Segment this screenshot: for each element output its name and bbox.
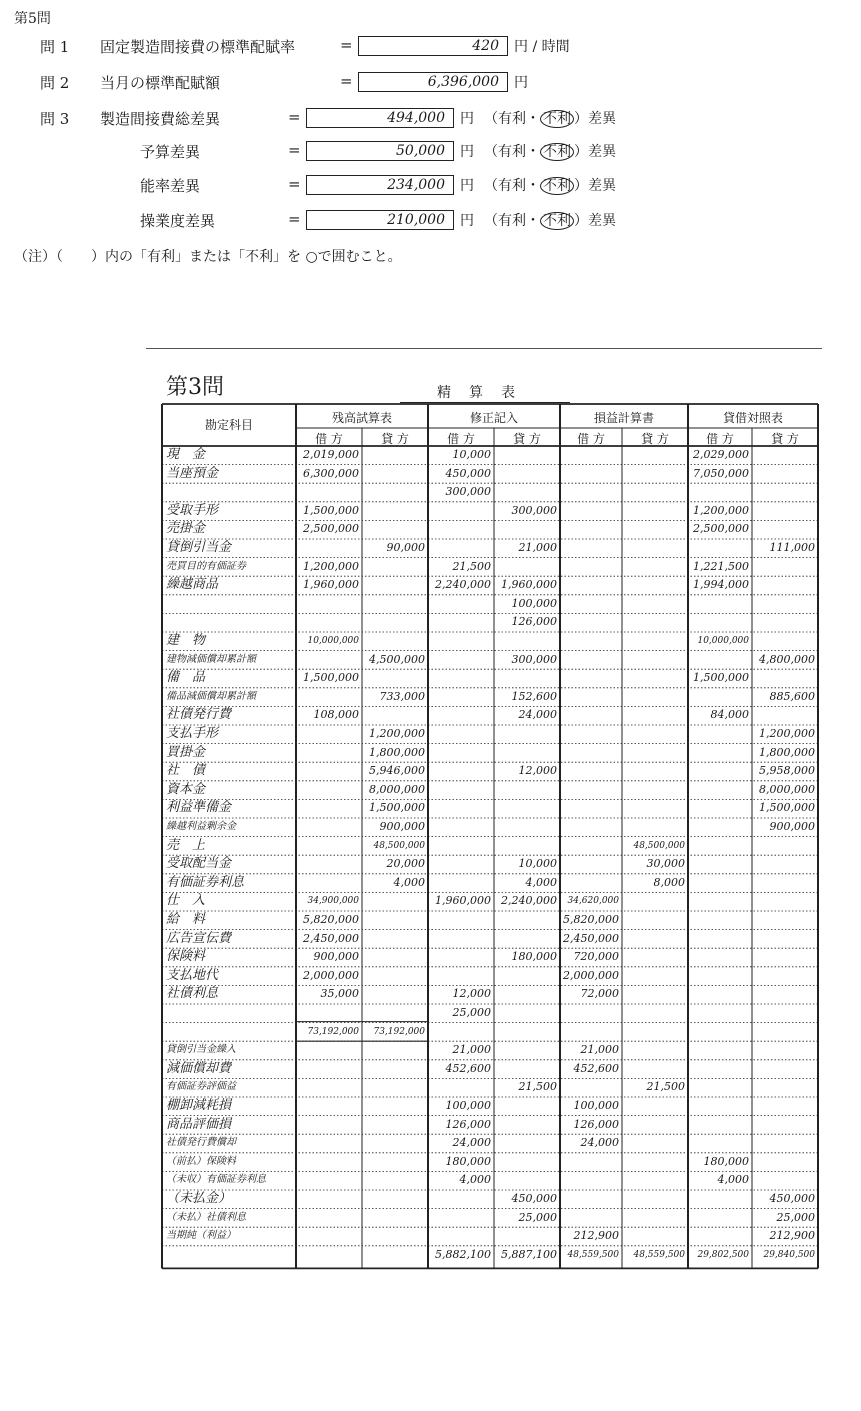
favorable-unfavorable-choice: （有利・ 不利 ）差異 — [484, 213, 616, 229]
amount-cell: 180,000 — [511, 950, 557, 964]
answer-box: 50,000 — [306, 141, 454, 161]
amount-cell: 100,000 — [511, 596, 557, 610]
account-name: 備 品 — [166, 670, 206, 686]
answer-row — [40, 210, 840, 232]
amount-cell: 450,000 — [511, 1192, 557, 1205]
amount-cell: 300,000 — [511, 503, 557, 517]
answer-box: 210,000 — [306, 210, 454, 230]
amount-cell: 21,500 — [518, 1080, 557, 1094]
section-divider — [146, 348, 822, 349]
amount-cell: 20,000 — [386, 857, 425, 871]
amount-cell: 180,000 — [445, 1154, 491, 1168]
account-name: （未払金） — [166, 1191, 232, 1206]
account-name: 繰越利益剰余金 — [166, 821, 236, 832]
account-name: 貸倒引当金繰入 — [166, 1044, 236, 1056]
circled-unfavorable: 不利 — [540, 110, 574, 128]
amount-cell: 452,600 — [445, 1061, 491, 1075]
amount-cell: 100,000 — [445, 1099, 491, 1112]
header-group: 修正記入 — [469, 411, 518, 425]
amount-cell: 108,000 — [313, 708, 359, 722]
problem-5-section — [0, 0, 861, 290]
amount-cell: 720,000 — [573, 950, 619, 964]
answer-box: 420 — [358, 36, 508, 56]
account-name: 社債発行費 — [166, 707, 232, 723]
account-name: 売掛金 — [166, 521, 206, 537]
amount-cell: 24,000 — [518, 708, 557, 722]
amount-cell: 1,200,000 — [759, 727, 815, 740]
amount-cell: 12,000 — [518, 764, 557, 778]
problem-5-note: （注）（ ）内の「有利」または「不利」を ○で囲むこと。 — [14, 249, 402, 265]
amount-cell: 1,200,000 — [369, 727, 425, 740]
amount-cell: 90,000 — [386, 541, 425, 554]
account-name: （未払）社債利息 — [166, 1211, 246, 1223]
amount-cell: 900,000 — [313, 950, 359, 964]
equals-sign: = — [340, 72, 353, 90]
amount-cell: 48,500,000 — [373, 840, 425, 851]
amount-cell: 5,820,000 — [563, 913, 619, 926]
header-group: 貸借対照表 — [722, 411, 783, 425]
account-name: 支払地代 — [166, 967, 219, 983]
amount-cell: 2,019,000 — [303, 448, 359, 461]
amount-cell: 5,820,000 — [303, 913, 359, 926]
amount-cell: 25,000 — [776, 1210, 815, 1224]
circled-unfavorable: 不利 — [540, 143, 574, 161]
amount-cell: 25,000 — [452, 1006, 491, 1019]
amount-cell: 126,000 — [573, 1117, 619, 1131]
amount-cell: 24,000 — [452, 1136, 491, 1150]
problem-3-title: 第3問 — [166, 375, 224, 400]
header-group: 損益計算書 — [593, 411, 654, 425]
favorable-unfavorable-choice: （有利・ 不利 ）差異 — [484, 111, 616, 127]
account-name: 有価証券評価益 — [166, 1081, 236, 1093]
header-debit: 借 方 — [315, 432, 343, 446]
amount-cell: 10,000 — [452, 448, 491, 461]
answer-box: 6,396,000 — [358, 72, 508, 92]
amount-cell: 29,802,500 — [697, 1249, 749, 1260]
amount-cell: 34,900,000 — [307, 896, 359, 907]
favorable-unfavorable-choice: （有利・ 不利 ）差異 — [484, 144, 616, 160]
answer-label: 製造間接費総差異 — [100, 110, 221, 128]
account-name: 支払手形 — [166, 726, 219, 741]
worksheet-title: 精算表 — [400, 382, 570, 403]
amount-cell: 12,000 — [452, 987, 491, 1001]
amount-cell: 111,000 — [769, 541, 815, 554]
amount-cell: 8,000,000 — [759, 782, 815, 796]
amount-cell: 2,500,000 — [303, 522, 359, 536]
account-name: 繰越商品 — [166, 577, 219, 593]
amount-cell: 29,840,500 — [763, 1249, 815, 1260]
header-credit: 貸 方 — [641, 432, 669, 446]
amount-cell: 1,960,000 — [303, 578, 359, 592]
answer-row — [40, 108, 840, 130]
answer-unit: 円 — [460, 111, 474, 127]
account-name: （未収）有価証券利息 — [166, 1174, 266, 1186]
amount-cell: 4,500,000 — [369, 652, 425, 666]
amount-cell: 4,000 — [717, 1173, 749, 1187]
account-name: 売買目的有価証券 — [166, 560, 246, 572]
amount-cell: 1,500,000 — [303, 671, 359, 685]
account-name: 棚卸減耗損 — [166, 1098, 232, 1113]
amount-cell: 450,000 — [445, 466, 491, 480]
account-name: 備品減価償却累計額 — [166, 690, 256, 702]
account-name: 当期純（利益） — [166, 1230, 236, 1242]
account-name: 貸倒引当金 — [166, 540, 232, 555]
answer-unit: 円 — [460, 178, 474, 194]
account-name: 現 金 — [166, 447, 206, 462]
amount-cell: 1,200,000 — [693, 503, 749, 517]
amount-cell: 212,900 — [573, 1229, 619, 1243]
amount-cell: 4,000 — [525, 875, 557, 889]
amount-cell: 2,500,000 — [693, 522, 749, 536]
amount-cell: 300,000 — [511, 652, 557, 666]
amount-cell: 100,000 — [573, 1099, 619, 1112]
header-debit: 借 方 — [706, 432, 734, 446]
amount-cell: 1,500,000 — [369, 801, 425, 815]
amount-cell: 8,000 — [653, 875, 685, 889]
amount-cell: 1,960,000 — [435, 894, 491, 908]
account-name: 受取配当金 — [166, 856, 232, 872]
problem-5-title: 第5問 — [14, 11, 51, 27]
account-name: 建 物 — [166, 633, 206, 648]
answer-label: 固定製造間接費の標準配賦率 — [100, 38, 296, 56]
amount-cell: 21,000 — [580, 1043, 619, 1057]
header-account: 勘定科目 — [204, 418, 253, 432]
amount-cell: 21,500 — [646, 1080, 685, 1094]
amount-cell: 2,000,000 — [563, 968, 619, 982]
account-name: 有価証券利息 — [166, 874, 245, 890]
amount-cell: 2,240,000 — [435, 578, 491, 592]
amount-cell: 30,000 — [646, 857, 685, 871]
amount-cell: 5,946,000 — [369, 764, 425, 778]
account-name: 建物減価償却累計額 — [166, 653, 256, 665]
answer-label: 能率差異 — [140, 177, 201, 195]
amount-cell: 10,000,000 — [307, 636, 359, 646]
question-number: 問 1 — [40, 38, 70, 56]
amount-cell: 21,500 — [452, 559, 491, 573]
amount-cell: 885,600 — [769, 689, 815, 703]
circled-unfavorable: 不利 — [540, 212, 574, 230]
equals-sign: = — [340, 36, 353, 54]
amount-cell: 35,000 — [320, 987, 359, 1001]
amount-cell: 4,000 — [459, 1173, 491, 1187]
amount-cell: 25,000 — [518, 1210, 557, 1224]
amount-cell: 1,500,000 — [303, 503, 359, 517]
amount-cell: 7,050,000 — [693, 466, 749, 480]
answer-box: 234,000 — [306, 175, 454, 195]
equals-sign: = — [288, 210, 301, 228]
account-name: 売 上 — [166, 837, 206, 853]
answer-unit: 円 — [460, 213, 474, 229]
favorable-unfavorable-choice: （有利・ 不利 ）差異 — [484, 178, 616, 194]
account-name: （前払）保険料 — [166, 1155, 236, 1167]
amount-cell: 24,000 — [580, 1136, 619, 1150]
amount-cell: 2,240,000 — [501, 894, 557, 908]
account-name: 社 債 — [166, 763, 206, 779]
amount-cell: 4,800,000 — [759, 652, 815, 666]
answer-row — [40, 36, 840, 58]
answer-row — [40, 72, 840, 94]
amount-cell: 900,000 — [769, 820, 815, 833]
amount-cell: 1,500,000 — [693, 671, 749, 685]
amount-cell: 733,000 — [379, 689, 425, 703]
question-number: 問 3 — [40, 110, 70, 128]
header-group: 残高試算表 — [331, 411, 392, 425]
amount-cell: 73,192,000 — [307, 1026, 359, 1037]
account-name: 当座預金 — [166, 465, 219, 481]
amount-cell: 10,000 — [518, 857, 557, 871]
answer-row — [40, 141, 840, 163]
header-debit: 借 方 — [577, 432, 605, 446]
amount-cell: 1,500,000 — [759, 801, 815, 815]
account-name: 仕 入 — [166, 893, 206, 909]
amount-cell: 48,500,000 — [633, 840, 685, 851]
amount-cell: 8,000,000 — [369, 782, 425, 796]
amount-cell: 1,994,000 — [693, 578, 749, 592]
answer-label: 当月の標準配賦額 — [100, 74, 221, 92]
amount-cell: 2,450,000 — [303, 931, 359, 945]
answer-label: 予算差異 — [140, 143, 201, 161]
header-credit: 貸 方 — [381, 432, 409, 446]
account-name: 買掛金 — [166, 744, 206, 760]
equals-sign: = — [288, 141, 301, 159]
equals-sign: = — [288, 175, 301, 193]
amount-cell: 126,000 — [445, 1117, 491, 1131]
account-name: 受取手形 — [166, 502, 219, 518]
account-name: 利益準備金 — [166, 800, 232, 816]
account-name: 給 料 — [166, 912, 206, 927]
amount-cell: 2,450,000 — [563, 931, 619, 945]
header-credit: 貸 方 — [771, 432, 799, 446]
amount-cell: 48,559,500 — [567, 1249, 619, 1260]
circled-unfavorable: 不利 — [540, 177, 574, 195]
answer-unit: 円 / 時間 — [514, 39, 570, 55]
amount-cell: 2,029,000 — [693, 448, 749, 461]
amount-cell: 450,000 — [769, 1192, 815, 1205]
amount-cell: 73,192,000 — [373, 1026, 425, 1037]
amount-cell: 5,882,100 — [435, 1247, 491, 1261]
amount-cell: 21,000 — [452, 1043, 491, 1057]
amount-cell: 152,600 — [511, 689, 557, 703]
answer-unit: 円 — [460, 144, 474, 160]
amount-cell: 4,000 — [393, 875, 425, 889]
account-name: 資本金 — [166, 781, 206, 797]
amount-cell: 126,000 — [511, 615, 557, 629]
equals-sign: = — [288, 108, 301, 126]
amount-cell: 21,000 — [518, 541, 557, 554]
question-number: 問 2 — [40, 74, 70, 92]
amount-cell: 1,800,000 — [759, 745, 815, 759]
amount-cell: 34,620,000 — [567, 896, 619, 907]
amount-cell: 84,000 — [710, 708, 749, 722]
amount-cell: 2,000,000 — [303, 968, 359, 982]
amount-cell: 452,600 — [573, 1061, 619, 1075]
answer-box: 494,000 — [306, 108, 454, 128]
amount-cell: 10,000,000 — [697, 636, 749, 646]
amount-cell: 1,221,500 — [693, 559, 749, 573]
amount-cell: 1,960,000 — [501, 578, 557, 592]
amount-cell: 5,887,100 — [501, 1247, 557, 1261]
amount-cell: 212,900 — [769, 1229, 815, 1243]
header-debit: 借 方 — [447, 432, 475, 446]
answer-unit: 円 — [514, 75, 528, 91]
amount-cell: 48,559,500 — [633, 1249, 685, 1260]
account-name: 社債発行費償却 — [166, 1137, 236, 1149]
amount-cell: 72,000 — [580, 987, 619, 1001]
account-name: 保険料 — [166, 949, 206, 965]
amount-cell: 5,958,000 — [759, 764, 815, 778]
account-name: 減価償却費 — [166, 1060, 232, 1076]
answer-row — [40, 175, 840, 197]
amount-cell: 180,000 — [703, 1154, 749, 1168]
amount-cell: 1,200,000 — [303, 559, 359, 573]
account-name: 商品評価損 — [166, 1116, 232, 1132]
amount-cell: 1,800,000 — [369, 745, 425, 759]
answer-label: 操業度差異 — [140, 212, 216, 230]
account-name: 社債利息 — [166, 986, 219, 1002]
account-name: 広告宣伝費 — [166, 930, 232, 946]
amount-cell: 900,000 — [379, 820, 425, 833]
header-credit: 貸 方 — [513, 432, 541, 446]
amount-cell: 300,000 — [445, 485, 491, 499]
amount-cell: 6,300,000 — [303, 466, 359, 480]
